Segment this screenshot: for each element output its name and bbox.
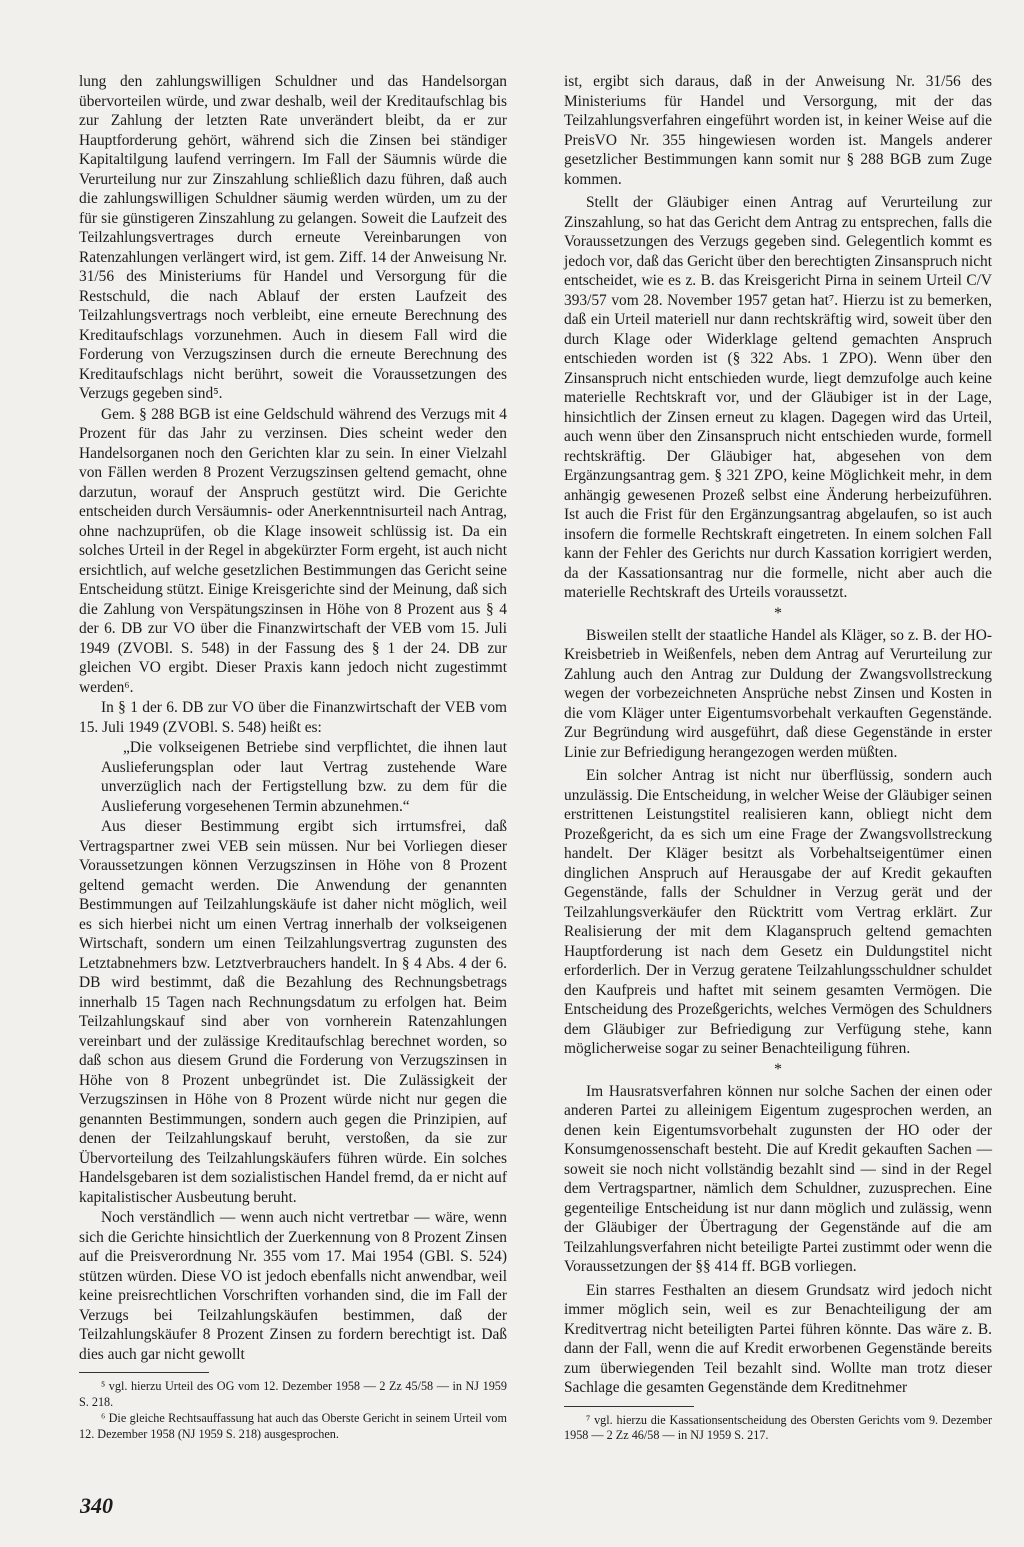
paragraph: Im Hausratsverfahren können nur solche Sachen der einen oder anderen Partei zu alleinigem Eigentum zugesprochen werden, an denen kein Eigentumsvorbehalt zugunsten der HO oder der Konsumgenossenschaft besteht. Die auf Kredit gekauften Sachen — soweit sie noch nicht vollständig bezahlt sind — sind in der Regel dem Vertragspartner, nämlich dem Schuldner, zuzusprechen. Eine gegenteilige Entscheidung ist nur dann möglich und zulässig, wenn der Gläubiger der Übertragung der Gegenstände auf die am Teilzahlungsverfahren nicht beteiligte Partei zustimmt oder wenn die Voraussetzungen der §§ 414 ff. BGB vorliegen. <box>564 1082 992 1275</box>
paragraph: Noch verständlich — wenn auch nicht vertretbar — wäre, wenn sich die Gerichte hinsichtlich der Zuerkennung von 8 Prozent Zinsen auf die Preisverordnung Nr. 355 vom 17. Mai 1954 (GBl. S. 524) stützen würden. Diese VO ist jedoch ebenfalls nicht anwendbar, weil keine preisrechtlichen Vorschriften vorhanden sind, die im Fall der Verzugs bei Teilzahlungskäufen bestimmen, daß der Teilzahlungskäufer 8 Prozent Zinsen zu fordern berechtigt ist. Daß dies auch gar nicht gewollt <box>79 1209 507 1363</box>
paragraph: Aus dieser Bestimmung ergibt sich irrtumsfrei, daß Vertragspartner zwei VEB sein müssen. Nur bei Vorliegen dieser Voraussetzungen können Verzugszinsen in Höhe von 8 Prozent geltend gemacht werden. Die Anwendung der genannten Bestimmungen auf Teilzahlungskäufe ist daher nicht möglich, weil es sich hierbei nicht um einen Vertrag innerhalb der volkseigenen Wirtschaft, sondern um einen Teilzahlungsvertrag zugunsten des Letztabnehmers bzw. Letztverbrauchers handelt. In § 4 Abs. 4 der 6. DB wird bestimmt, daß die Bezahlung des Rechnungsbetrags innerhalb 15 Tagen nach Rechnungsdatum zu erfolgen hat. Beim Teilzahlungskauf sind aber von vornherein Ratenzahlungen vereinbart und der zulässige Kreditaufschlag berechnet worden, so daß schon aus diesem Grund die Forderung von Verzugszinsen in Höhe von 8 Prozent unbegründet ist. Die Zulässigkeit der Verzugszinsen in Höhe von 8 Prozent würde nicht nur gegen die genannten Bestimmungen, sondern auch gegen die Prinzipien, auf denen der Teilzahlungskauf beruht, verstoßen, da sie zur Übervorteilung des Teilzahlungskäufers führen würde. Ein solches Handelsgebaren ist dem sozialistischen Handel fremd, da er nicht auf kapitalistischer Ausbeutung beruht. <box>79 818 507 1206</box>
footnote-rule <box>79 1372 209 1373</box>
paragraph: Gem. § 288 BGB ist eine Geldschuld während des Verzugs mit 4 Prozent für das Jahr zu verzinsen. Dies scheint weder den Handelsorganen noch den Gerichten klar zu sein. In einer Vielzahl von Fällen werden 8 Prozent Verzugszinsen geltend gemacht, ohne darzutun, worauf der Anspruch gestützt wird. Die Gerichte entscheiden durch Versäumnis- oder Anerkenntnisurteil nach Antrag, ohne nachzuprüfen, ob die Klage insoweit schlüssig ist. Da ein solches Urteil in der Regel in abgekürzter Form ergeht, ist auch nicht ersichtlich, auf welche gesetzlichen Bestimmungen das Gericht seine Entscheidung stützt. Einige Kreisgerichte sind der Meinung, daß sich die Zahlung von Verspätungszinsen in Höhe von 8 Prozent aus § 4 der 6. DB zur VO über die Finanzwirtschaft der VEB vom 15. Juli 1949 (ZVOBl. S. 548) in der Fassung des § 1 der 24. DB zur gleichen VO ergibt. Dieser Praxis kann jedoch nicht zugestimmt werden⁶. <box>79 405 507 696</box>
paragraph: Ein starres Festhalten an diesem Grundsatz wird jedoch nicht immer möglich sein, weil es zur Benachteiligung der am Kreditvertrag nicht beteiligten Partei führen könnte. Das wäre z. B. dann der Fall, wenn die auf Kredit erworbenen Gegenstände bereits zum überwiegenden Teil bezahlt sind. Wollte man trotz dieser Sachlage die gesamten Gegenstände dem Kreditnehmer <box>564 1281 992 1396</box>
footnote: ⁵ vgl. hierzu Urteil des OG vom 12. Dezember 1958 — 2 Zz 45/58 — in NJ 1959 S. 218. <box>79 1379 507 1409</box>
paragraph: In § 1 der 6. DB zur VO über die Finanzwirtschaft der VEB vom 15. Juli 1949 (ZVOBl. S. 548) heißt es: <box>79 699 507 736</box>
footnote: ⁷ vgl. hierzu die Kassationsentscheidung des Obersten Gerichts vom 9. Dezember 1958 — 2 Zz 46/58 — in NJ 1959 S. 217. <box>564 1412 992 1442</box>
paragraph: Bisweilen stellt der staatliche Handel als Kläger, so z. B. der HO-Kreisbetrieb in Weißenfels, neben dem Antrag auf Verurteilung zur Zahlung auch den Antrag zur Duldung der Zwangsvollstreckung wegen der vorbezeichneten Ansprüche nebst Zinsen und Kosten in die vom Kläger unter Eigentumsvorbehalt verkauften Gegenstände. Zur Begründung wird ausgeführt, daß diese Gegenstände in erster Linie zur Befriedigung herangezogen werden müßten. <box>564 626 992 761</box>
right-column <box>564 72 992 1444</box>
footnote: ⁶ Die gleiche Rechtsauffassung hat auch das Oberste Gericht in seinem Urteil vom 12. Dezember 1958 (NJ 1959 S. 218) ausgesprochen. <box>79 1411 507 1441</box>
section-separator: * <box>774 1060 782 1078</box>
left-column <box>79 72 507 1442</box>
paragraph: Stellt der Gläubiger einen Antrag auf Verurteilung zur Zinszahlung, so hat das Gericht dem Antrag zu entsprechen, falls die Voraussetzungen des Verzugs gegeben sind. Gelegentlich kommt es jedoch vor, daß das Gericht über den berechtigten Zinsanspruch nicht entscheidet, wie es z. B. das Kreisgericht Pirna in seinem Urteil C/V 393/57 vom 28. November 1957 getan hat⁷. Hierzu ist zu bemerken, daß ein Urteil materiell nur dann rechtskräftig wird, soweit über den durch Klage oder Widerklage geltend gemachten Anspruch entschieden worden ist (§ 322 Abs. 1 ZPO). Wenn über den Zinsanspruch nicht entschieden wurde, liegt demzufolge auch keine materielle Rechtskraft vor, und der Gläubiger ist in der Lage, hinsichtlich der Zinsen erneut zu klagen. Dagegen wird das Urteil, auch wenn über den Zinsanspruch nicht entschieden wurde, formell rechtskräftig. Der Gläubiger hat, abgesehen von dem Ergänzungsantrag gem. § 321 ZPO, keine Möglichkeit mehr, in dem anhängig gewesenen Prozeß selbst eine Änderung herbeizuführen. Ist auch die Frist für den Ergänzungsantrag abgelaufen, so ist auch insofern die formelle Rechtskraft eingetreten. In einem solchen Fall kann der Fehler des Gerichts nur durch Kassation korrigiert werden, da der Kassationsantrag nur die formelle, nicht aber auch die materielle Rechtskraft des Urteils voraussetzt. <box>564 194 992 601</box>
block-quote: „Die volkseigenen Betriebe sind verpflichtet, die ihnen laut Auslieferungsplan oder laut Vertrag zustehende Ware unverzüglich nach der Fertigstellung bzw. zu dem für die Auslieferung vorgesehenen Termin abzunehmen.“ <box>101 739 507 815</box>
footnotes-left <box>79 1379 507 1442</box>
paragraph: ist, ergibt sich daraus, daß in der Anweisung Nr. 31/56 des Ministeriums für Handel und Versorgung, mit der das Teilzahlungsverfahren eingeführt worden ist, in keiner Weise auf die PreisVO Nr. 355 hingewiesen worden ist. Mangels anderer gesetzlicher Bestimmungen kann somit nur § 288 BGB zum Zuge kommen. <box>564 73 992 188</box>
section-separator: * <box>774 604 782 622</box>
footnotes-right <box>564 1413 992 1444</box>
footnote-rule <box>564 1406 694 1407</box>
paragraph: Ein solcher Antrag ist nicht nur überflüssig, sondern auch unzulässig. Die Entscheidung, in welcher Weise der Gläubiger seinen erstrittenen Leistungstitel realisieren kann, obliegt nicht dem Prozeßgericht, da es sich um eine Frage der Zwangsvollstreckung handelt. Der Kläger besitzt als Vorbehaltseigentümer einen dinglichen Anspruch auf Herausgabe der auf Kredit gekauften Gegenstände, falls der Schuldner in Verzug gerät und der Teilzahlungsverkäufer den Rücktritt vom Vertrag erklärt. Zur Realisierung der mit dem Klaganspruch geltend gemachten Hauptforderung ist nach dem Gesetz ein Duldungstitel nicht erforderlich. Der in Verzug geratene Teilzahlungsschuldner schuldet den Kaufpreis und haftet mit seinem gesamten Vermögen. Die Entscheidung des Prozeßgerichts, welches Vermögen des Schuldners dem Gläubiger zur Befriedigung zur Verfügung stehe, kann möglicherweise sogar zu seiner Benachteiligung führen. <box>564 767 992 1057</box>
page-number: 340 <box>80 1493 113 1518</box>
paragraph: lung den zahlungswilligen Schuldner und das Handelsorgan übervorteilen würde, und zwar deshalb, weil der Kreditaufschlag bis zur Zahlung der letzten Rate unverändert bleibt, da er zur Hauptforderung gehört, während sich die Zinsen bei ständiger Kapitaltilgung laufend verringern. Im Fall der Säumnis würde die Verurteilung nur zur Zinszahlung schließlich dazu führen, daß auch die zahlungswilligen Schuldner säumig werden würden, um zu der für sie günstigeren Zinszahlung zu gelangen. Soweit die Laufzeit des Teilzahlungsvertrages durch erneute Vereinbarungen von Ratenzahlungen verlängert wird, ist gem. Ziff. 14 der Anweisung Nr. 31/56 des Ministeriums für Handel und Versorgung für die Restschuld, die nach Ablauf der ersten Laufzeit des Teilzahlungsvertrags noch verbleibt, eine erneute Berechnung des Kreditaufschlags vorzunehmen. Auch in diesem Fall wird die Forderung von Verzugszinsen durch die erneute Berechnung des Kreditaufschlags nicht berührt, soweit die Voraussetzungen des Verzugs gegeben sind⁵. <box>79 73 507 402</box>
